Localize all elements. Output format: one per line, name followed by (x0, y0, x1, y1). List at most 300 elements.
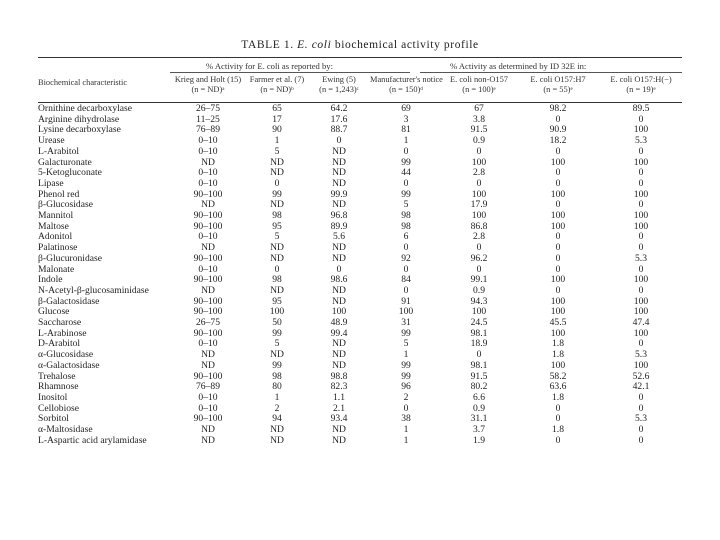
table-row (38, 243, 682, 254)
row-value: 80.2 (470, 382, 488, 393)
row-value: 99 (401, 328, 411, 339)
row-value: 89.9 (330, 221, 348, 232)
table-row (38, 297, 682, 308)
row-value: 11–25 (196, 114, 220, 125)
row-value: 100 (471, 307, 487, 318)
table-document (38, 38, 682, 447)
row-characteristic: Glucose (38, 307, 70, 318)
row-value: 92 (401, 253, 411, 264)
row-value: 90–100 (193, 414, 223, 425)
row-value: 91.5 (470, 125, 488, 136)
row-value: 0 (638, 425, 644, 436)
row-value: 0 (403, 146, 409, 157)
row-value: 100 (633, 307, 649, 318)
row-value: 0 (638, 200, 644, 211)
row-value: 0–10 (198, 264, 218, 275)
table-row (38, 307, 682, 318)
row-value: ND (332, 339, 346, 350)
row-characteristic: L-Arabinose (38, 328, 87, 339)
table-row (38, 414, 682, 425)
row-characteristic: Rhamnose (38, 382, 79, 393)
row-value: ND (332, 425, 346, 436)
row-value: 0 (336, 136, 342, 147)
row-value: 0.9 (473, 285, 485, 296)
row-value: 100 (550, 328, 566, 339)
row-value: 99.1 (470, 275, 488, 286)
row-characteristic: Adonitol (38, 232, 73, 243)
table-row (38, 190, 682, 201)
row-value: 100 (633, 360, 649, 371)
row-characteristic: Cellobiose (38, 403, 80, 414)
row-value: 1 (403, 136, 409, 147)
row-value: 98.1 (470, 360, 488, 371)
row-value: 17.6 (330, 114, 348, 125)
row-characteristic: D-Arabitol (38, 339, 81, 350)
table-row (38, 265, 682, 276)
row-value: 0 (638, 168, 644, 179)
row-value: 5.3 (635, 414, 647, 425)
row-characteristic: L-Aspartic acid arylamidase (38, 435, 147, 446)
table-row (38, 329, 682, 340)
row-value: 0–10 (198, 178, 218, 189)
row-value: 0 (555, 146, 561, 157)
row-value: 94 (272, 414, 282, 425)
row-value: 98.1 (470, 328, 488, 339)
row-value: 0 (476, 350, 482, 361)
row-value: 0 (555, 435, 561, 446)
row-value: 0 (638, 285, 644, 296)
column-header-n: (n = ND)ᵃ (191, 85, 225, 94)
row-value: ND (270, 243, 284, 254)
column-header-n: (n = ND)ᵇ (260, 85, 294, 94)
row-value: ND (332, 157, 346, 168)
row-value: 69 (401, 103, 411, 114)
table-row (38, 232, 682, 243)
row-value: 0 (403, 285, 409, 296)
column-header-label: Biochemical characteristic (38, 78, 128, 87)
row-value: 100 (633, 275, 649, 286)
table-number: TABLE 1. (241, 39, 294, 51)
column-header-label: E. coli O157:H(−) (610, 75, 672, 84)
row-value: 0 (555, 403, 561, 414)
activity-table (38, 103, 682, 447)
row-characteristic: Palatinose (38, 243, 78, 254)
row-value: 5 (274, 146, 280, 157)
row-value: 100 (550, 221, 566, 232)
row-value: 0 (555, 285, 561, 296)
row-value: 90–100 (193, 371, 223, 382)
row-characteristic: Malonate (38, 264, 75, 275)
row-value: 99.4 (330, 328, 348, 339)
column-header-n: (n = 55)ᵉ (543, 85, 573, 94)
table-body (38, 103, 682, 447)
row-value: 67 (474, 103, 484, 114)
table-row (38, 254, 682, 265)
row-value: ND (201, 425, 215, 436)
row-value: 6 (403, 232, 409, 243)
row-value: 100 (633, 221, 649, 232)
row-characteristic: Ornithine decarboxylase (38, 103, 133, 114)
column-header-label: Ewing (5) (322, 75, 356, 84)
row-value: 0 (638, 178, 644, 189)
table-row (38, 436, 682, 447)
table-row (38, 382, 682, 393)
row-value: 2.8 (473, 232, 485, 243)
row-value: 5.3 (635, 253, 647, 264)
row-value: 3.8 (473, 114, 485, 125)
row-value: 96 (401, 382, 411, 393)
column-header-label: E. coli non-O157 (450, 75, 508, 84)
column-header-5 (442, 75, 516, 95)
row-value: 1 (403, 425, 409, 436)
row-characteristic: β-Glucosidase (38, 200, 93, 211)
row-value: 91 (401, 296, 411, 307)
table-row (38, 372, 682, 383)
row-value: 2.1 (333, 403, 345, 414)
row-value: 90–100 (193, 328, 223, 339)
row-value: 98 (401, 221, 411, 232)
row-value: 1 (403, 435, 409, 446)
table-row (38, 361, 682, 372)
row-characteristic: Indole (38, 275, 63, 286)
row-value: 50 (272, 318, 282, 329)
row-value: ND (332, 435, 346, 446)
row-value: 0 (476, 178, 482, 189)
row-value: 81 (401, 125, 411, 136)
row-value: 0 (555, 232, 561, 243)
row-value: 52.6 (632, 371, 650, 382)
row-value: 1 (274, 392, 280, 403)
row-value: 0 (274, 264, 280, 275)
row-value: 0.9 (473, 136, 485, 147)
row-value: 1 (403, 350, 409, 361)
table-title-organism: E. coli (297, 39, 332, 51)
row-value: 0 (555, 168, 561, 179)
row-characteristic: L-Arabitol (38, 146, 80, 157)
row-value: 100 (550, 211, 566, 222)
row-value: 93.4 (330, 414, 348, 425)
row-value: 98 (272, 275, 282, 286)
table-row (38, 222, 682, 233)
row-value: 1.1 (333, 392, 345, 403)
row-value: 42.1 (632, 382, 650, 393)
column-header-label: E. coli O157:H7 (530, 75, 586, 84)
column-header-n: (n = 100)ᵉ (462, 85, 496, 94)
row-value: 100 (471, 157, 487, 168)
table-row (38, 136, 682, 147)
row-value: 100 (471, 189, 487, 200)
row-value: 0 (555, 264, 561, 275)
row-value: ND (201, 243, 215, 254)
row-value: 0–10 (198, 403, 218, 414)
row-value: 0 (555, 253, 561, 264)
table-row (38, 425, 682, 436)
row-value: 5 (274, 339, 280, 350)
column-header-label: Farmer et al. (7) (249, 75, 305, 84)
table-row (38, 275, 682, 286)
row-characteristic: Sorbitol (38, 414, 69, 425)
row-value: 98.6 (330, 275, 348, 286)
row-value: 100 (550, 189, 566, 200)
row-value: 0 (476, 146, 482, 157)
row-value: 5 (274, 232, 280, 243)
row-characteristic: β-Glucuronidase (38, 253, 103, 264)
row-value: 90–100 (193, 275, 223, 286)
row-value: 90 (272, 125, 282, 136)
row-value: ND (332, 296, 346, 307)
row-value: 0 (274, 178, 280, 189)
row-value: ND (270, 168, 284, 179)
row-value: 0–10 (198, 339, 218, 350)
row-value: 100 (331, 307, 347, 318)
row-value: 1.8 (552, 392, 564, 403)
row-value: ND (201, 285, 215, 296)
table-title (38, 38, 682, 52)
row-value: 99 (401, 189, 411, 200)
row-value: 2 (403, 392, 409, 403)
row-characteristic: Phenol red (38, 189, 80, 200)
row-value: 1.8 (552, 425, 564, 436)
row-value: 26–75 (196, 318, 220, 329)
row-value: 1.9 (473, 435, 485, 446)
row-value: 0 (638, 435, 644, 446)
row-value: 0–10 (198, 168, 218, 179)
row-value: 90–100 (193, 211, 223, 222)
row-value: 3.7 (473, 425, 485, 436)
row-value: ND (270, 200, 284, 211)
row-value: 45.5 (549, 318, 567, 329)
table-row (38, 286, 682, 297)
row-value: 98 (272, 371, 282, 382)
column-header-label: Krieg and Holt (15) (174, 75, 242, 84)
row-characteristic: Saccharose (38, 318, 82, 329)
row-characteristic: Inositol (38, 392, 68, 403)
row-value: 0 (476, 243, 482, 254)
row-value: ND (332, 350, 346, 361)
column-header-7 (600, 75, 682, 95)
row-value: ND (332, 146, 346, 157)
row-value: 6.6 (473, 392, 485, 403)
row-characteristic: Mannitol (38, 211, 74, 222)
table-row (38, 147, 682, 158)
row-characteristic: β-Galactosidase (38, 296, 100, 307)
table-row (38, 393, 682, 404)
row-characteristic: Maltose (38, 221, 69, 232)
row-value: 90–100 (193, 221, 223, 232)
row-value: 18.2 (549, 136, 567, 147)
row-value: 96.8 (330, 211, 348, 222)
row-value: 24.5 (470, 318, 488, 329)
row-value: 0 (403, 403, 409, 414)
table-row (38, 318, 682, 329)
row-value: 90–100 (193, 189, 223, 200)
row-value: 100 (633, 211, 649, 222)
column-header-1 (170, 75, 246, 95)
row-value: 17.9 (470, 200, 488, 211)
column-header-n: (n = 19)ᵉ (626, 85, 656, 94)
row-value: 0 (555, 243, 561, 254)
row-value: 100 (633, 189, 649, 200)
row-value: 0 (555, 414, 561, 425)
group-header-determined: % Activity as determined by ID 32E in: (450, 61, 587, 71)
row-value: 98.2 (549, 103, 567, 114)
table-row (38, 211, 682, 222)
row-value: 100 (550, 360, 566, 371)
row-value: 0 (403, 243, 409, 254)
row-value: 48.9 (330, 318, 348, 329)
row-characteristic: 5-Ketogluconate (38, 168, 102, 179)
row-value: 0 (555, 114, 561, 125)
row-value: 88.7 (330, 125, 348, 136)
column-header-label: Manufacturer's notice (370, 75, 443, 84)
row-value: 0 (638, 243, 644, 254)
row-value: ND (270, 350, 284, 361)
row-value: 0 (403, 178, 409, 189)
group-header (38, 58, 682, 72)
row-value: 99 (401, 371, 411, 382)
row-value: ND (270, 285, 284, 296)
row-value: ND (201, 157, 215, 168)
row-value: 80 (272, 382, 282, 393)
row-value: 99 (272, 189, 282, 200)
row-value: ND (270, 253, 284, 264)
row-value: ND (201, 200, 215, 211)
row-value: 0 (336, 264, 342, 275)
table-row (38, 404, 682, 415)
row-value: 100 (633, 157, 649, 168)
column-header-2 (246, 75, 308, 95)
row-value: 99.9 (330, 189, 348, 200)
row-value: 47.4 (632, 318, 650, 329)
row-value: 86.8 (470, 221, 488, 232)
row-value: 44 (401, 168, 411, 179)
row-characteristic: Lipase (38, 178, 64, 189)
row-value: 96.2 (470, 253, 488, 264)
row-value: 0 (555, 200, 561, 211)
row-characteristic: α-Galactosidase (38, 360, 100, 371)
row-value: 0 (403, 264, 409, 275)
row-value: 100 (471, 211, 487, 222)
row-value: 0 (555, 178, 561, 189)
row-value: 1.8 (552, 350, 564, 361)
row-characteristic: Arginine dihydrolase (38, 114, 120, 125)
row-value: 0–10 (198, 136, 218, 147)
row-value: 99 (272, 360, 282, 371)
row-value: 99 (401, 360, 411, 371)
group-header-reported: % Activity for E. coli as reported by: (206, 61, 333, 71)
row-value: 0 (476, 264, 482, 275)
row-value: ND (332, 168, 346, 179)
row-value: 1.8 (552, 339, 564, 350)
row-value: ND (201, 360, 215, 371)
row-value: 95 (272, 221, 282, 232)
table-row (38, 179, 682, 190)
row-value: 90.9 (549, 125, 567, 136)
row-value: 0 (638, 264, 644, 275)
row-value: 64.2 (330, 103, 348, 114)
row-value: 100 (550, 157, 566, 168)
column-header-n: (n = 1,243)ᶜ (319, 85, 359, 94)
table-row (38, 168, 682, 179)
table-row (38, 103, 682, 115)
row-value: 100 (633, 328, 649, 339)
row-characteristic: Trehalose (38, 371, 76, 382)
row-value: 31.1 (470, 414, 488, 425)
table-row (38, 115, 682, 126)
row-value: ND (332, 200, 346, 211)
row-value: 90–100 (193, 296, 223, 307)
row-value: 0 (638, 114, 644, 125)
row-value: 0 (638, 339, 644, 350)
row-characteristic: Lysine decarboxylase (38, 125, 121, 136)
row-value: 76–89 (196, 382, 220, 393)
table-title-text: biochemical activity profile (334, 39, 479, 51)
row-value: 99 (272, 328, 282, 339)
row-value: 65 (272, 103, 282, 114)
column-header-row (38, 72, 682, 102)
row-characteristic: α-Maltosidase (38, 425, 93, 436)
row-value: 95 (272, 296, 282, 307)
row-value: 94.3 (470, 296, 488, 307)
row-value: 38 (401, 414, 411, 425)
column-header-6 (516, 75, 600, 95)
row-value: ND (201, 350, 215, 361)
table-row (38, 158, 682, 169)
row-value: 90–100 (193, 307, 223, 318)
row-value: 58.2 (549, 371, 567, 382)
row-value: ND (270, 425, 284, 436)
column-header-4 (370, 75, 442, 95)
row-value: 82.3 (330, 382, 348, 393)
row-value: ND (270, 157, 284, 168)
row-value: 0–10 (198, 392, 218, 403)
row-value: 63.6 (549, 382, 567, 393)
row-value: 89.5 (632, 103, 650, 114)
row-value: 0–10 (198, 232, 218, 243)
row-value: 0 (638, 403, 644, 414)
row-value: 100 (550, 296, 566, 307)
row-value: 99 (401, 157, 411, 168)
row-value: ND (332, 253, 346, 264)
row-value: 90–100 (193, 253, 223, 264)
row-value: 98.8 (330, 371, 348, 382)
table-row (38, 200, 682, 211)
row-value: 84 (401, 275, 411, 286)
column-header-0 (38, 78, 170, 88)
table-row (38, 350, 682, 361)
row-value: 100 (633, 296, 649, 307)
row-characteristic: Urease (38, 136, 65, 147)
row-value: ND (270, 435, 284, 446)
row-value: 0.9 (473, 403, 485, 414)
row-value: 100 (398, 307, 414, 318)
row-value: 100 (550, 307, 566, 318)
row-value: 100 (269, 307, 285, 318)
row-characteristic: Galacturonate (38, 157, 92, 168)
row-value: 5 (403, 339, 409, 350)
row-value: 5.6 (333, 232, 345, 243)
row-value: 91.5 (470, 371, 488, 382)
row-value: 17 (272, 114, 282, 125)
row-characteristic: α-Glucosidase (38, 350, 94, 361)
row-value: 18.9 (470, 339, 488, 350)
row-value: 98 (401, 211, 411, 222)
row-value: 0–10 (198, 146, 218, 157)
row-value: 26–75 (196, 103, 220, 114)
row-value: 5.3 (635, 136, 647, 147)
table-row (38, 339, 682, 350)
row-value: 100 (550, 275, 566, 286)
